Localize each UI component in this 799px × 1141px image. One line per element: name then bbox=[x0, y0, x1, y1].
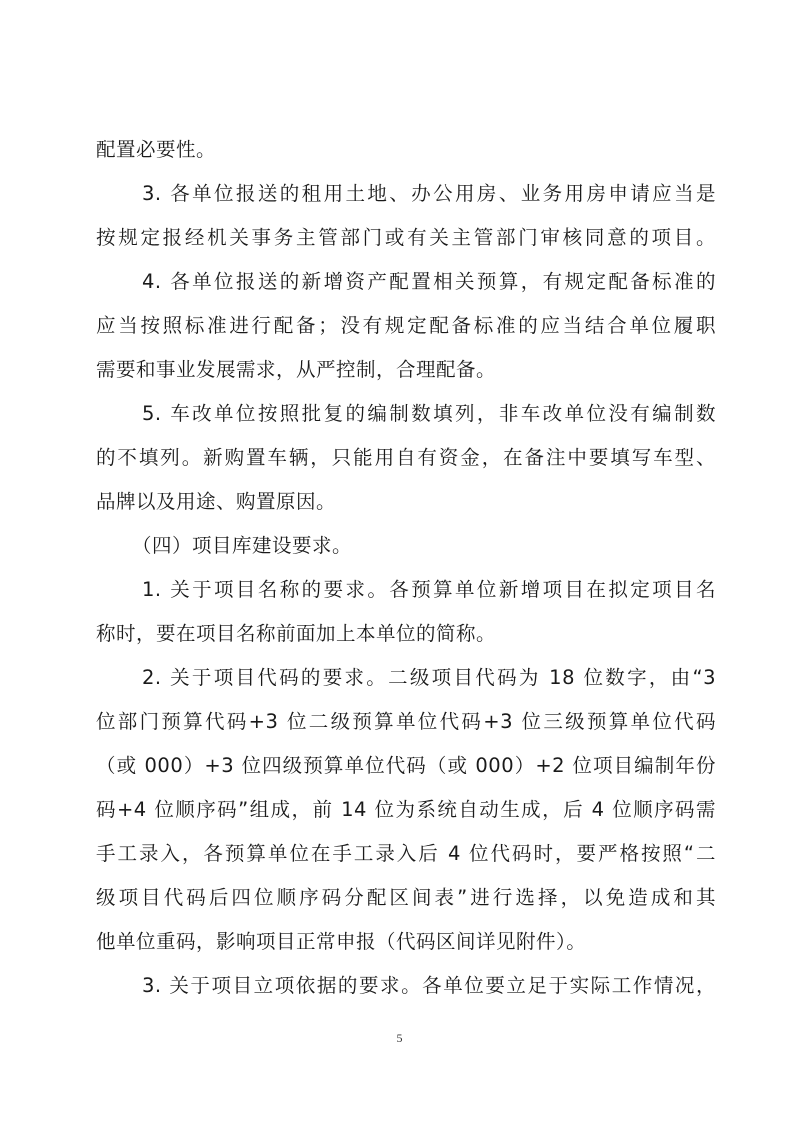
text-line: 5. 车改单位按照批复的编制数填列，非车改单位没有编制数 bbox=[142, 402, 716, 425]
text-line: 品牌以及用途、购置原因。 bbox=[96, 490, 337, 513]
text-line: 2. 关于项目代码的要求。二级项目代码为 18 位数字，由“3 bbox=[142, 666, 716, 689]
text-line: 级项目代码后四位顺序码分配区间表”进行选择，以免造成和其 bbox=[96, 886, 716, 909]
text-line: 3. 各单位报送的租用土地、办公用房、业务用房申请应当是 bbox=[142, 182, 716, 205]
text-line: 需要和事业发展需求，从严控制，合理配备。 bbox=[96, 358, 497, 381]
text-line: 3. 关于项目立项依据的要求。各单位要立足于实际工作情况， bbox=[142, 974, 716, 997]
text-line: 位部门预算代码+3 位二级预算单位代码+3 位三级预算单位代码 bbox=[96, 710, 716, 733]
text-line: 他单位重码，影响项目正常申报（代码区间详见附件）。 bbox=[96, 930, 587, 953]
text-line: 按规定报经机关事务主管部门或有关主管部门审核同意的项目。 bbox=[96, 226, 716, 249]
text-line: 应当按照标准进行配备；没有规定配备标准的应当结合单位履职 bbox=[96, 314, 716, 337]
text-line: 配置必要性。 bbox=[96, 138, 217, 161]
page-number: 5 bbox=[396, 1031, 403, 1045]
text-line: 4. 各单位报送的新增资产配置相关预算，有规定配备标准的 bbox=[142, 270, 716, 293]
text-line: 码+4 位顺序码”组成，前 14 位为系统自动生成，后 4 位顺序码需 bbox=[96, 798, 716, 821]
text-line: （或 000）+3 位四级预算单位代码（或 000）+2 位项目编制年份 bbox=[96, 754, 716, 777]
section-heading: （四）项目库建设要求。 bbox=[132, 534, 353, 557]
text-line: 的不填列。新购置车辆，只能用自有资金，在备注中要填写车型、 bbox=[96, 446, 716, 469]
text-line: 1. 关于项目名称的要求。各预算单位新增项目在拟定项目名 bbox=[142, 578, 716, 601]
text-line: 称时，要在项目名称前面加上本单位的简称。 bbox=[96, 622, 497, 645]
text-line: 手工录入，各预算单位在手工录入后 4 位代码时，要严格按照“二 bbox=[96, 842, 716, 865]
